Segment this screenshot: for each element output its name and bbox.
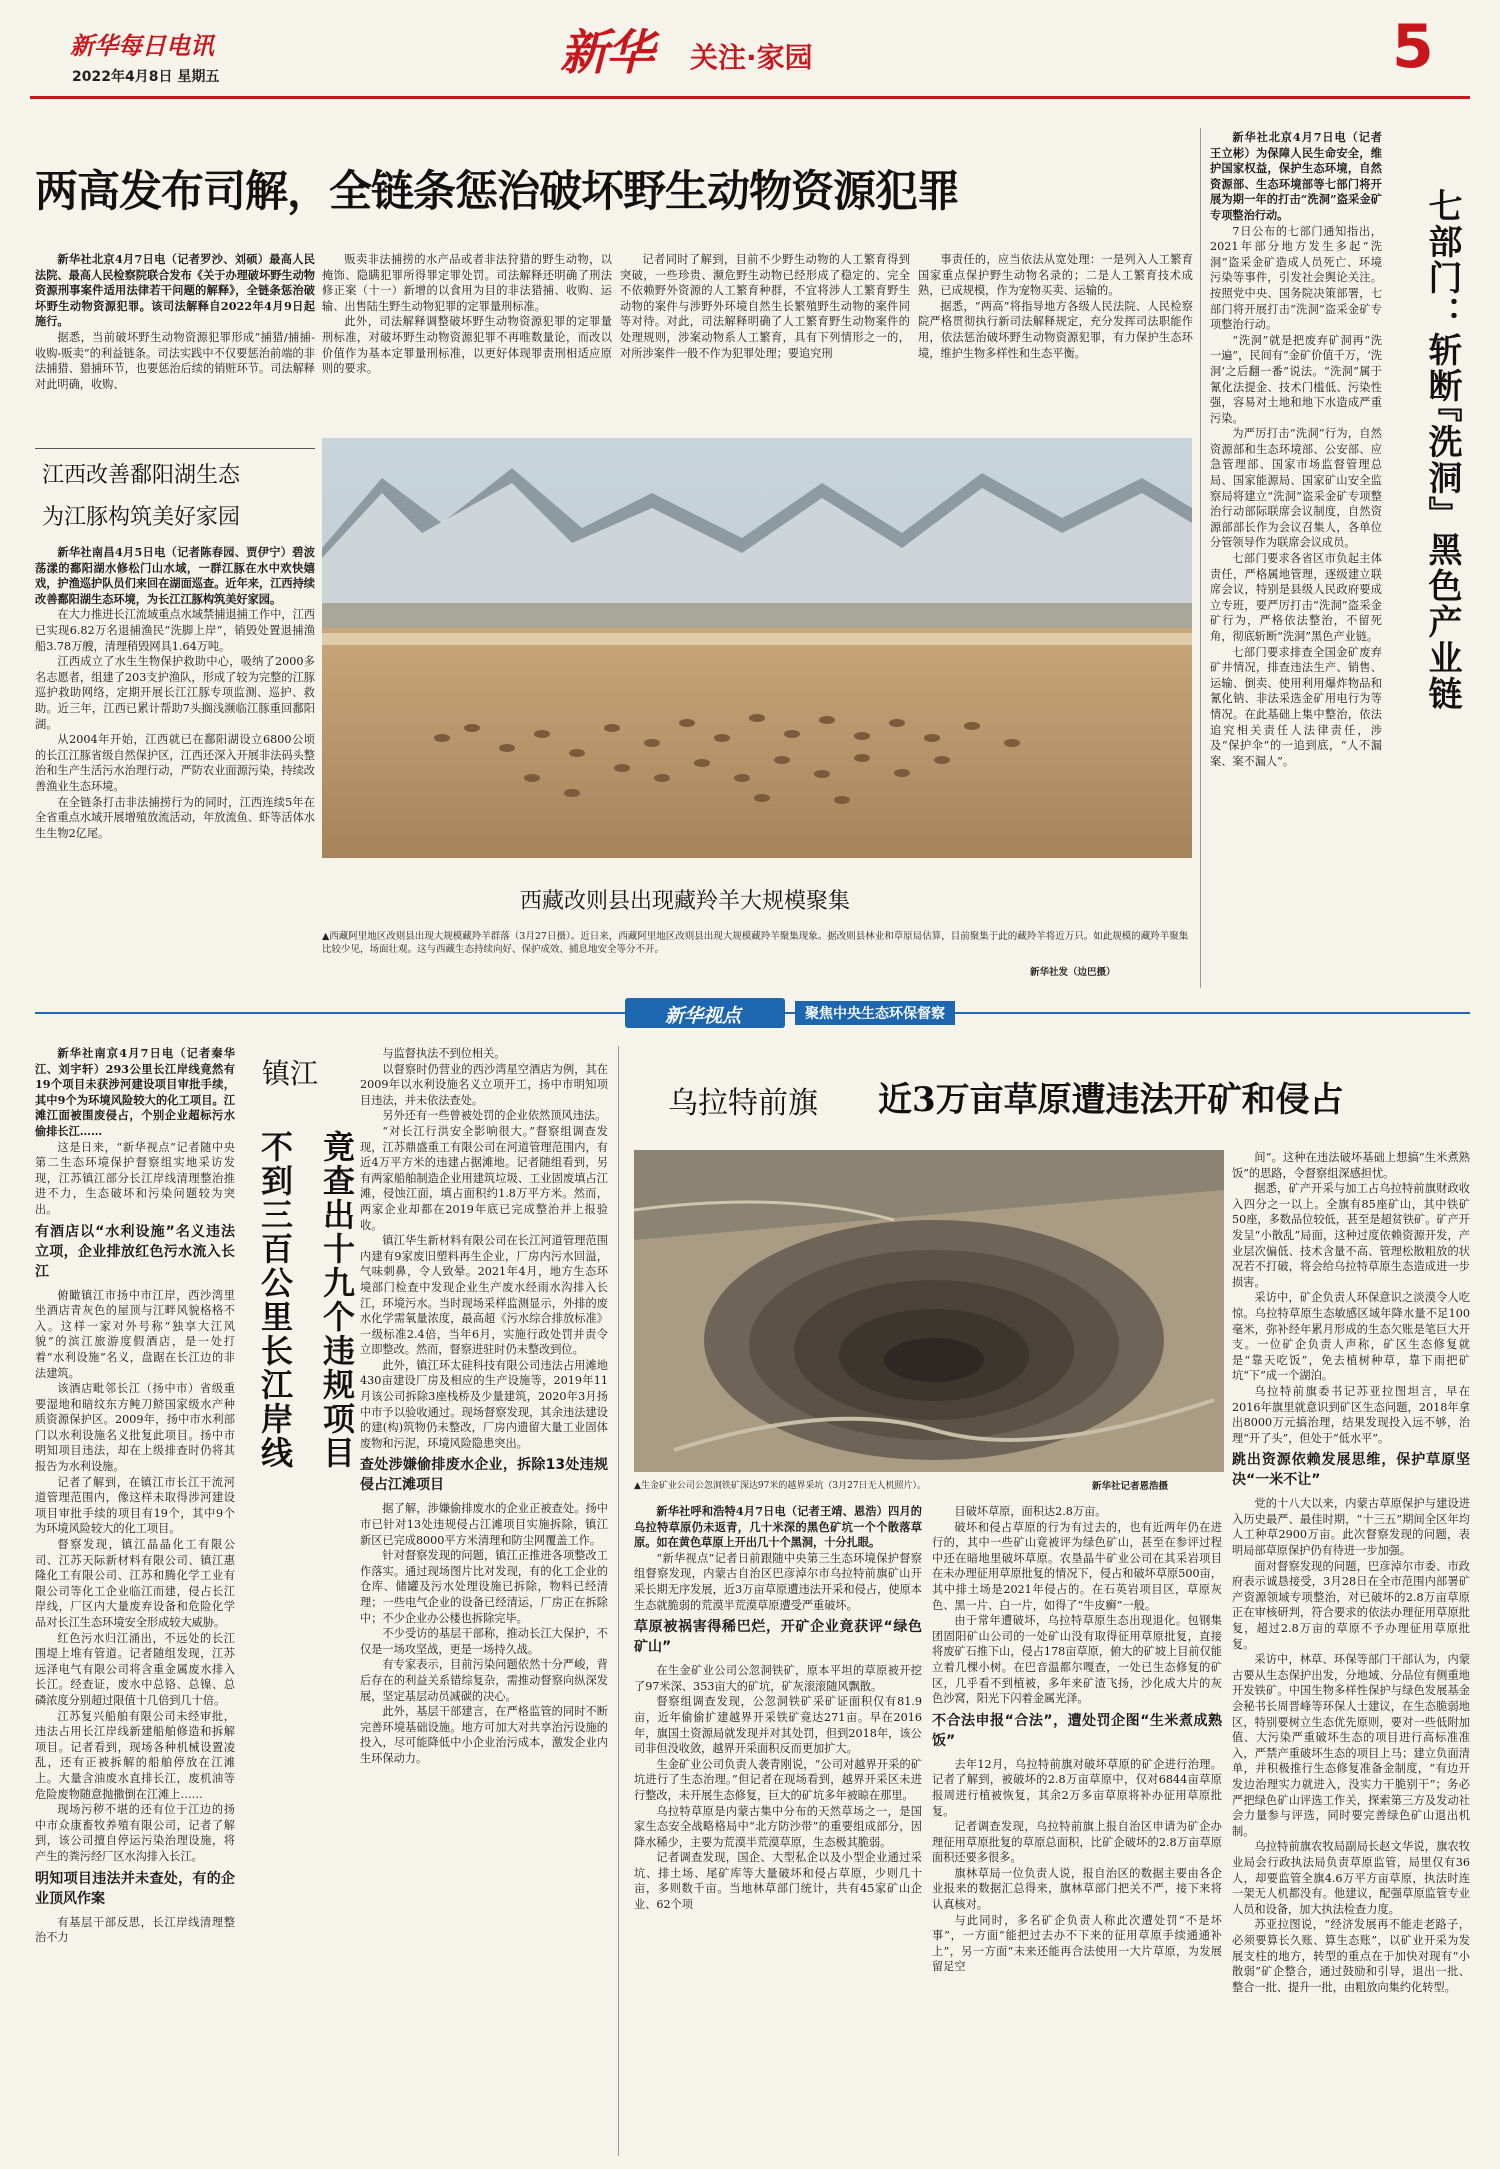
article5-paragraph: 去年12月，乌拉特前旗对破坏草原的矿企进行治理。记者了解到，被破坏的2.8万亩草原中，仅对6844亩草原报周进行植被恢复，其余2万多亩草原将补办征用草原批复。 (932, 1757, 1222, 1818)
article5-paragraph: 乌拉特草原是内蒙古集中分布的天然草场之一，是国家生态安全战略格局中“北方防沙带”的重要组成部分，因降水稀少，主要为荒漠半荒漠草原，生态极其脆弱。 (634, 1804, 922, 1849)
article4-col2 (360, 1046, 608, 2158)
article5-paragraph: 破坏和侵占草原的行为有过去的，也有近两年仍在进行的，其中一些矿山竟被评为绿色矿山，甚至在参评过程中还在暗地里破坏草原。农垦晶牛矿业公司在其采岩项目在未办理征用草原批复的情况下，侵占和破坏草原500亩，其中排土场是2021年侵占的。在石英岩项目区，草原灰色、黑一片、白一片，如得了“牛皮癣”一般。 (932, 1520, 1222, 1612)
article5-paragraph: 由于常年遭破坏，乌拉特草原生态出现退化。包钢集团固阳矿山公司的一处矿山没有取得征用草原批复，直接将废矿石推下山，侵占178亩草原，俯大的矿坡上目前仅能立着几棵小树。在巴音温都尔嘎查，一处已生态修复的矿区，几乎看不到植被，多年来矿渣飞扬，沙化成大片的灰色沙窝，阳光下闪着金属光泽。 (932, 1614, 1222, 1706)
article5-paragraph: 在生金矿业公司公忽洞铁矿，原本平坦的草原被开挖了97米深、353亩大的矿坑，矿灰滚滚随风飘散。 (634, 1664, 922, 1693)
article4-col1 (35, 1046, 235, 2158)
section-banner (35, 996, 1470, 1030)
article5-paragraph: 党的十八大以来，内蒙古草原保护与建设进入历史最严、最佳时期，“十三五”期间全区年均人工种草2900万亩。此次督察发现的问题，表明局部草原保护仍有待进一步加强。 (1232, 1497, 1470, 1558)
article2-paragraph: 江西成立了水生生物保护救助中心，吸纳了2000多名志愿者，组建了203支护渔队，形成了较为完整的江豚巡护救助网络，定期开展长江江豚专项监测、巡护、救助。近三年，江西已累计帮助7头搁浅濒临江豚重回鄱阳湖。 (35, 655, 315, 731)
article1-paragraph: 记者同时了解到，目前不少野生动物的人工繁育得到突破，一些珍贵、濒危野生动物已经形成了稳定的、完全不依赖野外资源的人工繁育种群，不宜将涉人工繁育野生动物的案件与涉野外环境自然生长繁殖野生动物的案件同等对待。对此，司法解释明确了人工繁育野生动物案件的处理规则，涉案动物系人工繁育，具有下列情形之一的，对所涉案件一般不作为犯罪处理；要追究刑 (620, 253, 910, 360)
article2-paragraph: 在全链条打击非法捕捞行为的同时，江西连续5年在全省重点水域开展增殖放流活动，年放流鱼、虾等活体水生生物2亿尾。 (35, 795, 315, 840)
article4-paragraph: 此外，基层干部建言，在严格监管的同时不断完善环境基础设施。地方可加大对共享治污设施的投入，尽可能降低中小企业治污成本，激发企业内生环保动力。 (360, 1705, 608, 1765)
masthead-rule (30, 96, 1470, 99)
article1-col2 (322, 252, 612, 412)
article3-title-2: 『洗洞』黑色产业链 (1422, 388, 1462, 712)
article4-divider (618, 1046, 619, 2156)
article5-subhead-3: 跳出资源依赖发展思维，保护草原坚决“一米不让” (1232, 1452, 1470, 1489)
article4-paragraph: 现场污秽不堪的还有位于江边的扬中市众康畜牧养殖有限公司，记者了解到，该公司擅自停运污染治理设施，将产生的粪污经厂区水沟排入长江。 (35, 1803, 235, 1863)
article5-paragraph: 乌拉特前旗农牧局副局长赵文华说，旗农牧业局会行政执法局负责草原监管，局里仅有36人，却要监管全旗4.6万平方亩草原，执法时连一架无人机都没有。他建议，配强草原监管专业人员和设备，加大执法检查力度。 (1232, 1840, 1470, 1916)
article5-subhead-1: 草原被祸害得稀巴烂，开矿企业竟获评“绿色矿山” (634, 1619, 922, 1656)
article4-paragraph: 红色污水归江涌出，不远处的长江围堤上堆有管道。记者随组发现，江苏远泽电气有限公司将含重金属废水排入长江。经查证，废水中总铬、总镍、总磷浓度分别超过限值十几倍到几十倍。 (35, 1631, 235, 1707)
article5-col3 (1232, 1150, 1470, 2158)
article4-title-1: 不到三百公里长江岸线 (256, 1130, 294, 1470)
article5-paragraph: 督察组调查发现，公忽洞铁矿采矿证面积仅有81.9亩，近年偷偷扩建越界开采铁矿竟达271亩。早在2016年，旗国土资源局就发现并对其处罚，但到2018年，该公司非但没收敛，越界开采面积反而更加扩大。 (634, 1695, 922, 1756)
article4-paragraph: 有专家表示，目前污染问题依然十分严峻，背后存在的利益关系错综复杂，需推动督察向纵深发展，坚定基层动员减碳的决心。 (360, 1658, 608, 1703)
article3-paragraph: 七部门要求排查全国金矿废弃矿井情况，排查违法生产、销售、运输、倒卖、使用利用爆炸物品和氰化钠、非法采选金矿用电行为等情况。在此基础上集中整治，依法追究相关责任人法律责任，涉及“保护伞”的一追到底，“人不漏案、案不漏人”。 (1210, 645, 1382, 768)
article5-paragraph: 乌拉特前旗委书记苏亚拉图坦言，早在2016年旗里就意识到矿区生态问题，2018年拿出8000万元搞治理，结果发现投入远不够，治理“开了头”，但处于“低水平”。 (1232, 1384, 1470, 1445)
article2-lead: 新华社南昌4月5日电（记者陈春园、贾伊宁）碧波荡漾的鄱阳湖水修松门山水域，一群江豚在水中欢快嬉戏，护渔巡护队员们来回在湖面巡查。近年来，江西持续改善鄱阳湖生态环境，为长江江豚构筑美好家园。 (35, 545, 315, 606)
article1-paragraph: 贩卖非法捕捞的水产品或者非法狩猎的野生动物，以掩饰、隐瞒犯罪所得罪定罪处罚。司法解释还明确了刑法修正案（十一）新增的以食用为目的非法猎捕、收购、运输、出售陆生野生动物犯罪的定罪量刑标准。 (322, 253, 612, 313)
article2-body (35, 545, 315, 987)
article4-paragraph: 针对督察发现的问题，镇江正推进各项整改工作落实。通过现场图片比对发现，有的化工企业的仓库、储罐及污水处理设施已拆除，物料已经清理；一些电气企业的设备已经清运，厂房正在拆除中；不少企业办公楼也拆除完毕。 (360, 1549, 608, 1625)
article1-col4 (918, 252, 1193, 412)
article5-title: 近3万亩草原遭违法开矿和侵占 (878, 1080, 1344, 1120)
article1-title: 两高发布司解，全链条惩治破坏野生动物资源犯罪 (35, 167, 959, 217)
article3-paragraph: 为严厉打击“洗洞”行为，自然资源部和生态环境部、公安部、应急管理部、国家市场监督管理总局、国家能源局、国家矿山安全监察局将建立“洗洞”盗采金矿专项整治行动部际联席会议制度，自然资源部部长作为会议召集人，各单位分管领导作为联席会议成员。 (1210, 427, 1382, 550)
article1-col3 (620, 252, 910, 412)
article4-paragraph: 镇江华生新材料有限公司在长江河道管理范围内建有9家废旧塑料再生企业，厂房内污水回溢，气味刺鼻，令人致晕。2021年4月，地方生态环境部门检查中发现企业生产废水经雨水沟排入长江，环境污水。当时现场采样监测显示，外排的废水化学需氧量浓度，最高超《污水综合排放标准》一级标准2.4倍，当年6月，实施行政处罚并责令立即整改。然而，督察进驻时仍未整改到位。 (360, 1234, 608, 1357)
article1-col1 (35, 252, 315, 412)
article5-paragraph: 据悉，矿产开采与加工占乌拉特前旗财政收入四分之一以上。全旗有85座矿山，其中铁矿50座，多数品位较低，甚至是超贫铁矿。矿产开发呈“小散乱”局面，这种过度依赖资源开发，产业层次偏低、技术含量不高、管理松散粗放的状况若不打破，将会给乌拉特草原生态造成进一步损害。 (1232, 1182, 1470, 1289)
masthead (0, 0, 1500, 100)
article5-paragraph: 采访中，林草、环保等部门干部认为，内蒙古要从生态保护出发，分地域、分品位有侧重地开发铁矿。中国生物多样性保护与绿色发展基金会秘书长周晋峰等环保人士建议，在生态脆弱地区，特别要树立生态优先原则，要对一些低附加值、大污染严重破坏生态的项目进行高标准准入，严禁产重破坏生态的项目上马；建立负面清单，并积极推行生态修复准备金制度，“有边开发边治理实力就进入，没实力干脆别干”；务必严把绿色矿山评选工作关，探索第三方及发动社会力量参与评选，同时要完善绿色矿山退出机制。 (1232, 1653, 1470, 1838)
article1-paragraph: 此外，司法解释调整破坏野生动物资源犯罪的定罪量刑标准，对破坏野生动物资源犯罪不再唯数量论，而改以价值作为基本定罪量刑标准，以更好体现罪责刑相适应原则的要求。 (322, 315, 612, 376)
article1-paragraph: 事责任的，应当依法从宽处理：一是列入人工繁育国家重点保护野生动物名录的；二是人工繁育技术成熟，已成规模，作为宠物买卖、运输的。 (918, 253, 1193, 298)
banner-logo-box (625, 998, 785, 1028)
article4-subhead-2: 明知项目违法并未查处，有的企业顶风作案 (35, 1870, 235, 1907)
antelope-photo-art (322, 438, 1192, 858)
antelope-caption: ▲西藏阿里地区改则县出现大规模藏羚羊群落（3月27日摄）。近日来，西藏阿里地区改则县出现大规模藏羚羊聚集现象。据改则县林业和草原局估算，目前聚集于此的藏羚羊将近万只。如此规模的藏羚羊聚集比较少见，场面壮观。这与西藏生态持续向好、保护成效、捕息地安全等分不开。 (322, 931, 1189, 955)
article4-subhead-1: 有酒店以“水利设施”名义违法立项，企业排放红色污水流入长江 (35, 1223, 235, 1280)
antelope-headline: 西藏改则县出现藏羚羊大规模聚集 (520, 889, 851, 914)
article5-kicker: 乌拉特前旗 (668, 1086, 818, 1121)
article4-paragraph: 据了解，涉嫌偷排废水的企业正被查处。扬中市已针对13处违规侵占江滩项目实施拆除，镇江新区已完成8000平方米清理和防尘网覆盖工作。 (360, 1502, 608, 1547)
article3-lead: 新华社北京4月7日电（记者王立彬）为保障人民生命安全，维护国家权益，保护生态环境，自然资源部、生态环境部等七部门将开展为期一年的打击“洗洞”盗采金矿专项整治行动。 (1210, 130, 1382, 222)
article5-paragraph: 苏亚拉图说，“经济发展再不能走老路子，必须要算长久账、算生态账”，以矿业开采为发展支柱的地方，转型的重点在于加快对现有“小散弱”矿企整合，通过鼓励和引导，退出一批、整合一批、提升一批，由粗放向集约化转型。 (1232, 1918, 1470, 1994)
article5-paragraph: 与此同时，多名矿企负责人称此次遭处罚“不是坏事”，一方面“能把过去办不下来的征用草原手续通通补上”，另一方面“未来还能再合法使用一大片草原，为发展留足空 (932, 1913, 1222, 1974)
article5-paragraph: “新华视点”记者日前跟随中央第三生态环境保护督察组督察发现，内蒙古自治区巴彦淖尔市乌拉特前旗矿山开采长期无序发展，近3万亩草原遭违法开采和侵占，使原本生态就脆弱的荒漠半荒漠草原遭受严重破坏。 (634, 1551, 922, 1612)
article5-paragraph: 记者调查发现，乌拉特前旗上报自治区申请为矿企办理征用草原批复的草原总面积，比矿企破坏的2.8万亩草原面积还要多很多。 (932, 1820, 1222, 1865)
article4-paragraph: “对长江行洪安全影响很大。”督察组调查发现，江苏鼎盛重工有限公司在河道管理范围内，有近4万平方米的违建占据滩地。记者随组看到，另有两家船舶制造企业用建筑垃圾、工业固废填占江滩，侵蚀江面，填占面积约1.8万平方米。然而，两家企业却都在2019年底已完成整治并上报验收。 (360, 1124, 608, 1232)
antelope-credit: 新华社发（边巴摄） (1030, 967, 1116, 978)
article5-paragraph: 旗林草局一位负责人说，报自治区的数据主要由各企业报来的数据汇总得来，旗林草部门把关不严，接下来将认真核对。 (932, 1866, 1222, 1912)
section-name: 关注·家园 (690, 41, 813, 74)
article4-paragraph: 有基层干部反思，长江岸线清理整治不力 (35, 1915, 235, 1945)
article4-paragraph: 与监督执法不到位相关。 (382, 1047, 506, 1060)
article5-paragraph: 面对督察发现的问题，巴彦淖尔市委、市政府表示诚恳接受，3月28日在全市范围内部署矿产资源领域专项整治，对已破坏的2.8万亩草原正在审核研判，符合要求的依法办理征用草原批复，超过2.8万亩的草原不予办理征用草原批复。 (1232, 1559, 1470, 1651)
article3-body (1210, 130, 1382, 990)
article4-subhead-3: 查处涉嫌偷排废水企业，拆除13处违规侵占江滩项目 (360, 1457, 608, 1494)
article5-paragraph: 间”。这种在违法破坏基础上想搞“生米煮熟饭”的思路，令督察组深感担忧。 (1232, 1151, 1470, 1180)
article1-paragraph: 据悉，当前破坏野生动物资源犯罪形成“捕猎/捕捕-收购-贩卖”的利益链条。司法实践中不仅要惩治前端的非法捕猎、猎捕环节，也要惩治后续的销赃环节。司法解释对此明确，收购、 (35, 330, 315, 391)
article4-paragraph: 记者了解到，在镇江市长江干流河道管理范围内，像这样未取得涉河建设项目审批手续的项目有19个，其中9个为环境风险较大的化工项目。 (35, 1475, 235, 1536)
article1-paragraph: 据悉，“两高”将指导地方各级人民法院、人民检察院严格贯彻执行新司法解释规定，充分发挥司法职能作用，依法惩治破坏野生动物资源犯罪，有力保护生态环境，维护生物多样性和生态平衡。 (918, 299, 1193, 360)
article1-lead: 新华社北京4月7日电（记者罗沙、刘硕）最高人民法院、最高人民检察院联合发布《关于办理破坏野生动物资源刑事案件适用法律若干问题的解释》，全链条惩治破坏野生动物资源犯罪。该司法解释自2022年4月9日起施行。 (35, 252, 315, 329)
article4-paragraph: 不少受访的基层干部称，推动长江大保护，不仅是一场攻坚战，更是一场持久战。 (360, 1627, 608, 1656)
article4-paragraph: 这是日来，“新华视点”记者随中央第二生态环境保护督察组实地采访发现，江苏镇江部分长江岸线清理整治推进不力，生态破坏和污染问题较为突出。 (35, 1140, 235, 1216)
article3-paragraph: 七部门要求各省区市负起主体责任，严格属地管理，逐级建立联席会议，特别是县级人民政府要成立专班，要严厉打击“洗洞”盗采金矿行为，严格依法整治，不留死角，彻底斩断“洗洞”黑色产业链。 (1210, 552, 1382, 643)
article4-paragraph: 该酒店毗邻长江（扬中市）省级重要湿地和暗纹东方鲀刀鲚国家级水产种质资源保护区。2009年，扬中市水利部门以水利设施名义批复此项目。扬中市明知项目违法，却在上级排查时仍将其报告为水利设施。 (35, 1382, 235, 1474)
article5-col2 (932, 1504, 1222, 2158)
article4-title-2: 竟查出十九个违规项目 (318, 1130, 356, 1470)
article5-subhead-2: 不合法申报“合法”，遭处罚企图“生米煮成熟饭” (932, 1712, 1222, 1749)
issue-date: 2022年4月8日 星期五 (72, 69, 220, 85)
article4-paragraph: 此外，镇江环太硅科技有限公司违法占用滩地430亩建设厂房及相应的生产设施等，2019年11月该公司拆除3座栈桥及少量建筑，2020年3月扬中市予以验收通过。现场督察发现，其余违法建设的建(构)筑物仍未整改，厂房内遗留大量工业固体废物和污泥，环境风险隐患突出。 (360, 1358, 608, 1450)
brand-logo: 新华 (560, 25, 653, 81)
mine-photo (634, 1150, 1224, 1472)
banner-tag: 聚焦中央生态环保督察 (795, 1001, 955, 1025)
article4-paragraph: 另外还有一些曾被处罚的企业依然顶风违法。 (382, 1109, 607, 1123)
article2-title-1: 江西改善鄱阳湖生态 (42, 463, 241, 488)
page-number: 5 (1392, 12, 1434, 82)
article4-paragraph: 以督察时仍营业的西沙湾星空酒店为例，其在2009年以水利设施名义立项开工，扬中市明知项目违法，并未依法查处。 (360, 1062, 608, 1107)
article4-paragraph: 俯瞰镇江市扬中市江岸，西沙湾里坐酒店青灰色的屋顶与江畔风貌格格不入。这样一家对外号称“独享大江风貌”的滨江旅游度假酒店，是一处打着“水利设施”名义，盘踞在长江边的非法建筑。 (35, 1288, 235, 1380)
article2-paragraph: 从2004年开始，江西就已在鄱阳湖设立6800公顷的长江江豚省级自然保护区，江西还深入开展非法码头整治和生产生活污水治理行动，严防农业面源污染，持续改善渔业生态环境。 (35, 733, 315, 793)
article2-title-2: 为江豚构筑美好家园 (42, 505, 241, 530)
article3-divider (1200, 128, 1201, 988)
article4-lead: 新华社南京4月7日电（记者秦华江、刘宇轩）293公里长江岸线竟然有19个项目未获涉河建设项目审批手续，其中9个为环境风险较大的化工项目。江滩江面被围废侵占，个别企业超标污水偷排长江…… (35, 1046, 235, 1138)
paper-name: 新华每日电讯 (70, 31, 214, 60)
mine-photo-credit: 新华社记者恩浩摄 (1092, 1481, 1169, 1492)
antelope-photo (322, 438, 1192, 858)
article3-paragraph: 7日公布的七部门通知指出，2021年部分地方发生多起“洗洞”盗采金矿造成人员死亡、环境污染等事件，引发社会舆论关注。按照党中央、国务院决策部署，七部门将开展打击“洗洞”盗采金矿专项整治行动。 (1210, 224, 1382, 332)
article5-paragraph: 采访中，矿企负责人环保意识之淡漠令人吃惊。乌拉特草原生态敏感区域年降水量不足100毫米，弥补经年累月形成的生态欠账是笔巨大开支。一位矿企负责人声称，矿区生态修复就是“靠天吃饭”，免去植树种草，靠下雨把矿坑“下”成一个湖泊。 (1232, 1291, 1470, 1383)
banner-logo-text: 新华视点 (665, 1005, 742, 1027)
article2-top-rule (35, 448, 315, 449)
article5-paragraph: 记者调查发现，国企、大型私企以及小型企业通过采坑、排土场、尾矿库等大量破坏和侵占草原，少则几十亩，多则数千亩。当地林草部门统计，共有45家矿山企业、62个项 (634, 1851, 922, 1912)
article5-paragraph: 目破坏草原，面积达2.8万亩。 (954, 1505, 1107, 1518)
mine-photo-caption: ▲生金矿业公司公忽洞铁矿深达97米的越界采坑（3月27日无人机照片）。 (634, 1481, 927, 1491)
article5-lead: 新华社呼和浩特4月7日电（记者王靖、恩浩）四月的乌拉特草原仍未返青，几十米深的黑色矿坑一个个散落草原。如在黄色草原上开出几十个黑洞，十分扎眼。 (634, 1504, 922, 1550)
article3-title-1: 七部门：斩断 (1422, 188, 1462, 404)
article4-kicker: 镇江 (262, 1057, 319, 1090)
article5-paragraph: 生金矿业公司负责人袭青刚说，“公司对越界开采的矿坑进行了生态治理。”但记者在现场看到，越界开采区未进行整改，未开展生态修复，巨大的矿坑多年被晾在那里。 (634, 1757, 922, 1802)
article2-paragraph: 在大力推进长江流域重点水域禁捕退捕工作中，江西已实现6.82万名退捕渔民“洗脚上岸”，销毁处置退捕渔船3.78万艘，清理稍毁网具1.64万吨。 (35, 608, 315, 653)
article3-paragraph: “洗洞”就是把废弃矿洞再“洗一遍”，民间有“金矿价值千万，‘洗洞’之后翻一番”说法。“洗洞”属于氰化法提金、技术门槛低、污染性强，容易对土地和地下水造成严重污染。 (1210, 333, 1382, 425)
article5-col1 (634, 1504, 922, 2158)
article4-paragraph: 督察发现，镇江晶晶化工有限公司、江苏天际新材料有限公司、镇江惠隆化工有限公司、江苏和腾化学工业有限公司等化工企业临江而建，侵占长江岸线，厂区内大量废弃设备和危险化学品对长江生态环境安全形成较大威胁。 (35, 1538, 235, 1629)
mine-photo-art (634, 1150, 1224, 1472)
article4-paragraph: 江苏复兴船舶有限公司未经审批，违法占用长江岸线新建船舶修造和拆解项目。记者看到，现场各种机械设置凌乱，还有正被拆解的船舶停放在江滩上。大量含油废水直排长江，废机油等危险废物随意抛撒倒在江滩上…… (35, 1709, 235, 1801)
